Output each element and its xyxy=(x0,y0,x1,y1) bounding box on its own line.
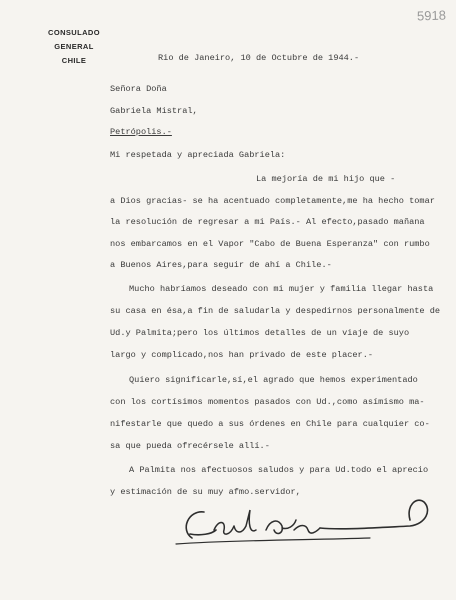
body-line: La mejoría de mi hijo que - xyxy=(256,174,396,184)
body-line: Mucho habríamos deseado con mi mujer y familia llegar hasta xyxy=(129,284,434,294)
body-line: la resolución de regresar a mi País.- Al efecto,pasado mañana xyxy=(110,217,425,227)
letterhead-consulate: CONSULADO GENERAL xyxy=(48,28,100,51)
folio-number: 5918 xyxy=(416,7,447,24)
salutation: Mi respetada y apreciada Gabriela: xyxy=(110,150,286,160)
handwritten-signature xyxy=(170,490,440,550)
body-line: nos embarcamos en el Vapor "Cabo de Buena Esperanza" con rumbo xyxy=(110,239,430,249)
body-line: largo y complicado,nos han privado de este placer.- xyxy=(110,350,374,360)
body-line: nifestarle que quedo a sus órdenes en Chile para cualquier co- xyxy=(110,419,430,429)
recipient-title: Señora Doña xyxy=(110,84,167,94)
letter-date: Rio de Janeiro, 10 de Octubre de 1944.- xyxy=(158,53,360,63)
body-line: su casa en ésa,a fin de saludarla y despedirnos personalmente de xyxy=(110,306,441,316)
recipient-city: Petrópolis.- xyxy=(110,127,172,137)
body-line: sa que pueda ofrecérsele allí.- xyxy=(110,441,270,451)
body-line: a Buenos Aires,para seguir de ahí a Chile.- xyxy=(110,260,332,270)
recipient-name: Gabriela Mistral, xyxy=(110,106,198,116)
body-line: Quiero significarle,sí,el agrado que hemos experimentado xyxy=(129,375,418,385)
body-line: Ud.y Palmita;pero los últimos detalles de un viaje de suyo xyxy=(110,328,410,338)
body-line: a Dios gracias- se ha acentuado completamente,me ha hecho tomar xyxy=(110,196,435,206)
letterhead xyxy=(28,26,120,68)
body-line: con los cortísimos momentos pasados con Ud.,como asímismo ma- xyxy=(110,397,425,407)
closing-line: y estimación de su muy afmo.servidor, xyxy=(110,487,301,497)
body-line: A Palmita nos afectuosos saludos y para Ud.todo el aprecio xyxy=(129,465,429,475)
letterhead-country: CHILE xyxy=(61,56,87,65)
